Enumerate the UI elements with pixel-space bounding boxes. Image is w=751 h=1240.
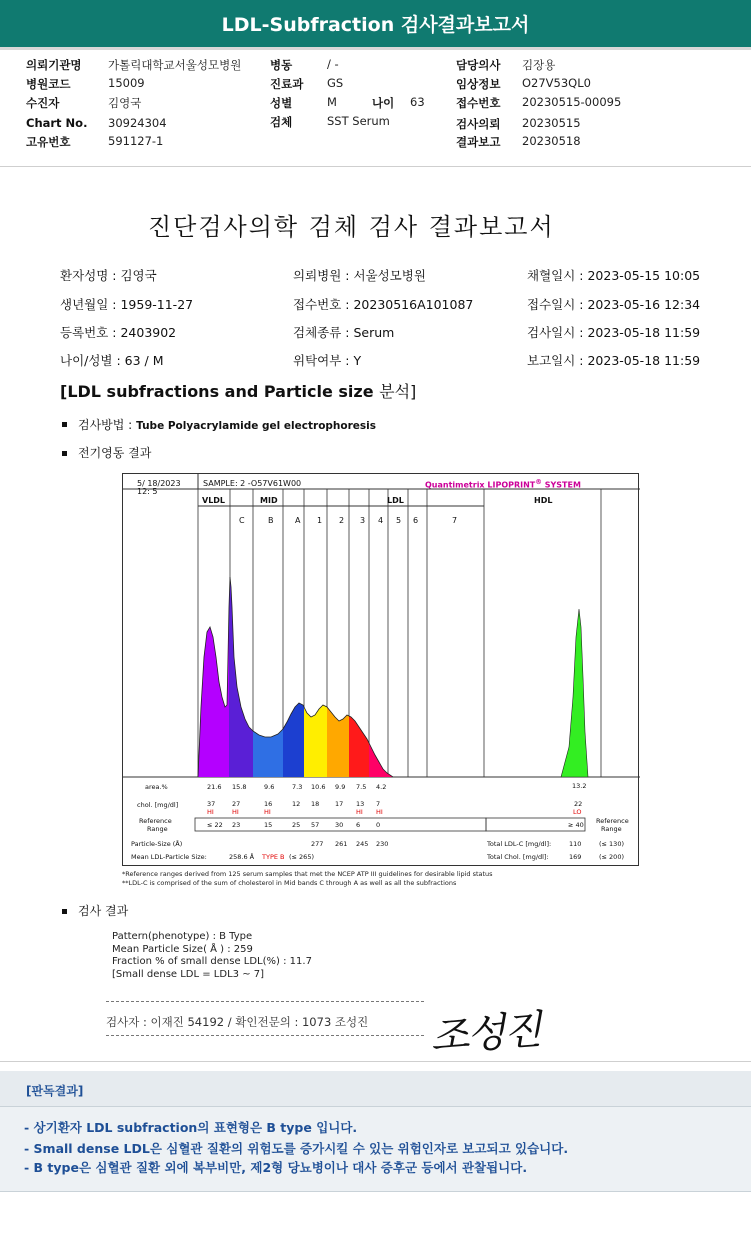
header-value: 63 (410, 95, 425, 109)
phenotype-line: Fraction % of small dense LDL(%) : 11.7 (112, 956, 312, 967)
chart-date: 5/ 18/2023 (137, 479, 181, 488)
area-value: 4.2 (376, 783, 387, 791)
band-label: C (239, 516, 245, 525)
ref-value: 15 (264, 821, 273, 829)
hdl-ref: ≥ 40 (568, 821, 584, 829)
header-label: 의뢰기관명 (26, 58, 82, 72)
chol-value: 27 (232, 800, 241, 808)
total-chol-ref: (≤ 200) (599, 853, 624, 861)
bullet-icon (62, 909, 67, 914)
age-sex: 나이/성별 : 63 / M (60, 353, 164, 368)
bullet-icon (62, 422, 67, 427)
zone-ldl: LDL (387, 496, 404, 505)
section-title (60, 379, 416, 402)
method-line (78, 416, 376, 433)
report-title-bar (0, 0, 751, 50)
hdl-peak (561, 609, 588, 777)
header-value: 김영국 (108, 96, 142, 110)
ref-value: 23 (232, 821, 241, 829)
header-label: 병원코드 (26, 77, 71, 91)
ref-value: 6 (356, 821, 361, 829)
area-value: 10.6 (311, 783, 326, 791)
header-value: SST Serum (327, 114, 390, 128)
interpretation-title: [판독결과] (26, 1084, 84, 1098)
divider (106, 1035, 424, 1036)
brand-name: Quantimetrix LIPOPRINT (425, 480, 536, 490)
test-time: 검사일시 : 2023-05-18 11:59 (527, 325, 701, 340)
chol-value: 13 (356, 800, 365, 808)
particle-size-value: 245 (356, 840, 369, 848)
band-label: B (268, 516, 274, 525)
band-label: 3 (360, 516, 366, 525)
flag-value: HI (376, 808, 383, 816)
mean-particle-value: 258.6 Å (229, 853, 255, 861)
handwritten-signature: 조성진 (428, 1007, 542, 1061)
chol-value: 18 (311, 800, 320, 808)
brand-system: SYSTEM (544, 480, 581, 490)
header-label: 결과보고 (456, 135, 501, 149)
band-label: 4 (378, 516, 384, 525)
signature-line: 검사자 : 이재진 54192 / 확인전문의 : 1073 조성진 (106, 1015, 369, 1029)
brand-label (425, 478, 581, 490)
header-label: 병동 (270, 58, 293, 72)
total-chol-value: 169 (569, 853, 582, 861)
zone-hdl: HDL (534, 496, 553, 505)
phenotype-line: [Small dense LDL = LDL3 ~ 7] (112, 968, 265, 980)
report-time: 보고일시 : 2023-05-18 11:59 (527, 353, 701, 368)
bullet-icon (62, 451, 67, 456)
ref-value: 25 (292, 821, 301, 829)
band-label: 2 (339, 516, 345, 525)
particle-size-value: 261 (335, 840, 348, 848)
area-value: 21.6 (207, 783, 222, 791)
interpretation-line: - B type은 심혈관 질환 외에 복부비만, 제2형 당뇨병이나 대사 증후군 등에서 관찰됩니다. (24, 1160, 528, 1175)
interpretation-line: - 상기환자 LDL subfraction의 표현형은 B type 입니다. (24, 1120, 358, 1135)
collection-time: 채혈일시 : 2023-05-15 10:05 (527, 268, 701, 283)
band-label: 5 (396, 516, 402, 525)
header-value: 20230518 (522, 134, 581, 148)
area-value: 9.9 (335, 783, 346, 791)
header-info (0, 50, 751, 166)
zone-mid: MID (260, 496, 278, 505)
flag-value: HI (207, 808, 214, 816)
header-value: / - (327, 57, 339, 71)
chol-value: 12 (292, 800, 301, 808)
interpretation-line: - Small dense LDL은 심혈관 질환의 위험도를 증가시킬 수 있는 위험인자로 보고되고 있습니다. (24, 1141, 569, 1156)
electrophoresis-label: 전기영동 결과 (78, 446, 152, 460)
electrophoresis-chart (122, 473, 639, 866)
divider (106, 1001, 424, 1002)
particle-size-value: 230 (376, 840, 389, 848)
chart-footnote: **LDL-C is comprised of the sum of cholesterol in Mid bands C through A as well as all the subfractions (122, 879, 457, 887)
header-label: Chart No. (26, 116, 88, 130)
header-label: 임상정보 (456, 77, 501, 91)
total-ldl-ref: (≤ 130) (599, 840, 624, 848)
total-ldl-label: Total LDL-C [mg/dl]: (487, 840, 552, 848)
chol-value: 16 (264, 800, 273, 808)
total-chol-label: Total Chol. [mg/dl]: (487, 853, 549, 861)
subfraction-peak (369, 743, 393, 777)
area-value: 9.6 (264, 783, 275, 791)
subfraction-peak (253, 729, 283, 777)
phenotype-line: Mean Particle Size( Å ) : 259 (112, 943, 253, 955)
receipt-time: 접수일시 : 2023-05-16 12:34 (527, 297, 701, 312)
header-value: GS (327, 76, 344, 90)
header-label: 수진자 (26, 96, 60, 110)
zone-vldl: VLDL (202, 496, 226, 505)
registration-number: 등록번호 : 2403902 (60, 325, 177, 340)
subfraction-peak (327, 707, 349, 777)
hdl-refrange-label: Reference (596, 817, 629, 825)
ref-value: ≤ 22 (207, 821, 223, 829)
hdl-area: 13.2 (572, 782, 587, 790)
row-label-particle: Particle-Size (Å) (131, 840, 183, 848)
subfraction-peak (349, 716, 369, 777)
brand-reg: ® (535, 478, 542, 486)
flag-value: HI (232, 808, 239, 816)
patient-name: 환자성명 : 김영국 (60, 268, 157, 283)
report-title: LDL-Subfraction 검사결과보고서 (221, 14, 530, 36)
section-title-en: [LDL subfractions and Particle size (60, 382, 374, 401)
header-value: M (327, 95, 337, 109)
chart-time: 12: 5 (137, 487, 158, 496)
header-label: 검체 (270, 115, 293, 129)
header-value: O27V53QL0 (522, 76, 591, 90)
area-value: 7.3 (292, 783, 303, 791)
row-label-range: Range (147, 825, 168, 833)
header-label: 나이 (372, 96, 395, 110)
header-label: 검사의뢰 (456, 117, 501, 131)
section-title-ko: 분석] (379, 382, 417, 401)
hdl-refrange-label: Range (601, 825, 622, 833)
birth-date: 생년월일 : 1959-11-27 (60, 297, 194, 312)
chol-value: 37 (207, 800, 216, 808)
row-label-chol: chol. [mg/dl] (137, 801, 179, 809)
hdl-chol: 22 (574, 800, 583, 808)
chol-value: 7 (376, 800, 381, 808)
header-label: 고유번호 (26, 135, 71, 149)
method-label: 검사방법 : (78, 418, 133, 432)
header-label: 진료과 (270, 77, 304, 91)
chol-value: 17 (335, 800, 344, 808)
mean-particle-label: Mean LDL-Particle Size: (131, 853, 207, 861)
ref-value: 30 (335, 821, 344, 829)
interpretation-header (0, 1071, 751, 1107)
area-value: 15.8 (232, 783, 247, 791)
subfraction-peak (283, 703, 304, 777)
phenotype-line: Pattern(phenotype) : B Type (112, 931, 253, 942)
type-b-label: TYPE B (262, 853, 285, 861)
band-label: A (295, 516, 301, 525)
band-label: 1 (317, 516, 323, 525)
header-label: 성별 (270, 96, 293, 110)
total-ldl-value: 110 (569, 840, 582, 848)
receipt-number: 접수번호 : 20230516A101087 (293, 297, 474, 312)
result-label: 검사 결과 (78, 904, 129, 918)
header-value: 김장용 (522, 58, 556, 72)
ref-value: 57 (311, 821, 320, 829)
particle-size-value: 277 (311, 840, 324, 848)
specimen-type: 검체종류 : Serum (293, 325, 395, 340)
flag-value: HI (356, 808, 363, 816)
type-b-ref: (≤ 265) (289, 853, 314, 861)
hdl-flag: LO (573, 808, 582, 816)
phenotype-block (112, 931, 312, 981)
header-value: 30924304 (108, 116, 167, 130)
subfraction-peak (304, 705, 327, 777)
header-label: 담당의사 (456, 58, 501, 72)
consignment: 위탁여부 : Y (293, 353, 362, 368)
report-heading: 진단검사의학 검체 검사 결과보고서 (148, 213, 555, 241)
header-label: 접수번호 (456, 96, 501, 110)
band-label: 6 (413, 516, 419, 525)
flag-value: HI (264, 808, 271, 816)
subfraction-peak (229, 577, 253, 777)
header-value: 591127-1 (108, 134, 164, 148)
header-value: 가톨릭대학교서울성모병원 (108, 58, 242, 72)
chart-footnote: *Reference ranges derived from 125 serum samples that met the NCEP ATP III guidelines for desirable lipid status (122, 870, 493, 878)
header-value: 15009 (108, 76, 145, 90)
row-label-area: area.% (145, 783, 168, 791)
header-value: 20230515 (522, 116, 581, 130)
area-value: 7.5 (356, 783, 367, 791)
sample-id: SAMPLE: 2 -O57V61W00 (203, 479, 302, 488)
header-value: 20230515-00095 (522, 95, 622, 109)
ref-value: 0 (376, 821, 381, 829)
band-label: 7 (452, 516, 458, 525)
method-value: Tube Polyacrylamide gel electrophoresis (136, 420, 377, 432)
subfraction-peak (198, 607, 229, 777)
referring-hospital: 의뢰병원 : 서울성모병원 (293, 268, 426, 283)
row-label-ref: Reference (139, 817, 172, 825)
